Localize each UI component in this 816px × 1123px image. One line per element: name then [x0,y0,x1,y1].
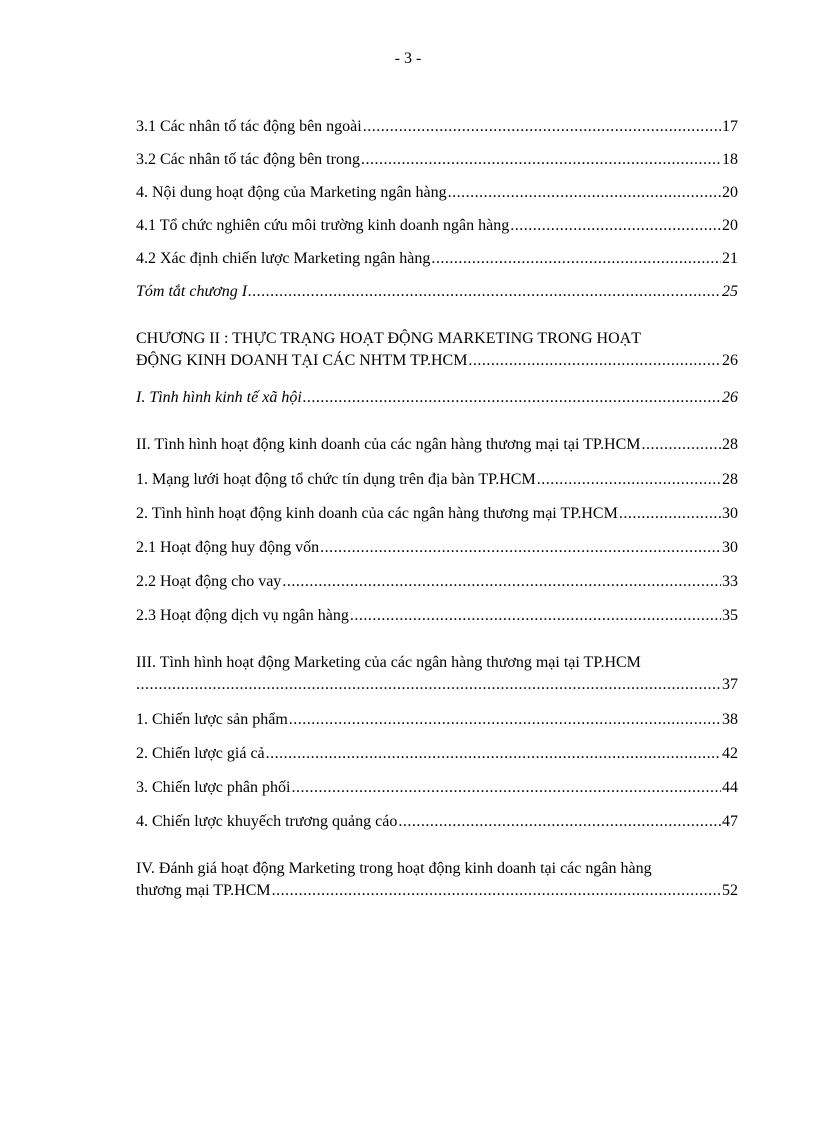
toc-entry-page: 44 [722,779,738,796]
toc-entry-label-line1: CHƯƠNG II : THỰC TRẠNG HOẠT ĐỘNG MARKETING TRONG HOẠT [136,330,641,347]
toc-entry-label: 2.1 Hoạt động huy động vốn [136,539,320,556]
toc-entry-4[interactable] [136,182,738,204]
toc-entry-page: 17 [722,118,738,135]
toc-entry-page: 38 [722,711,738,728]
toc-entry-label: Tóm tắt chương I [136,283,248,300]
toc-entry-page: 30 [722,505,738,522]
dot-leader [448,182,721,204]
dot-leader [641,434,721,456]
dot-leader [537,469,721,491]
toc-entry-2-2-lending[interactable] [136,571,738,593]
toc-entry-label: 2.3 Hoạt động dịch vụ ngân hàng [136,607,349,624]
toc-entry-label: ĐỘNG KINH DOANH TẠI CÁC NHTM TP.HCM [136,352,468,369]
dot-leader [350,605,721,627]
toc-entry-label: I. Tình hình kinh tế xã hội [136,389,302,406]
toc-entry-page: 26 [722,352,738,369]
toc-entry-label: 1. Mạng lưới hoạt động tổ chức tín dụng trên địa bàn TP.HCM [136,471,536,488]
toc-entry-page: 28 [722,471,738,488]
toc-entry-2-1-network[interactable] [136,469,738,491]
dot-leader [272,880,721,902]
dot-leader [289,709,721,731]
toc-entry-page: 26 [722,389,738,406]
page-number: - 3 - [394,50,422,67]
dot-leader [619,503,721,525]
toc-entry-section-4[interactable] [136,858,738,902]
toc-entry-label: II. Tình hình hoạt động kinh doanh của các ngân hàng thương mại tại TP.HCM [136,436,641,453]
toc-entry-label: 4.1 Tổ chức nghiên cứu môi trường kinh doanh ngân hàng [136,217,510,234]
table-of-contents [136,116,738,902]
toc-entry-3-2[interactable] [136,149,738,171]
toc-entry-page: 52 [722,882,738,899]
toc-entry-4-2[interactable] [136,248,738,270]
toc-entry-label: 3.2 Các nhân tố tác động bên trong [136,151,360,168]
toc-entry-2-1-capital[interactable] [136,537,738,559]
dot-leader [136,674,721,696]
toc-entry-label: thương mại TP.HCM [136,882,271,899]
dot-leader [291,777,721,799]
toc-entry-summary-chapter-1[interactable] [136,281,738,303]
toc-entry-label: 4. Chiến lược khuyếch trương quảng cáo [136,813,398,830]
dot-leader [361,149,721,171]
dot-leader [510,215,721,237]
toc-entry-page: 18 [722,151,738,168]
toc-entry-label: 3. Chiến lược phân phối [136,779,291,796]
toc-entry-page: 37 [722,676,738,693]
toc-entry-page: 42 [722,745,738,762]
dot-leader [303,387,721,409]
toc-entry-label-line1: IV. Đánh giá hoạt động Marketing trong hoạt động kinh doanh tại các ngân hàng [136,860,652,877]
toc-entry-page: 47 [722,813,738,830]
toc-entry-section-2[interactable] [136,434,738,456]
toc-entry-label: 2. Chiến lược giá cả [136,745,265,762]
toc-entry-label: 4. Nội dung hoạt động của Marketing ngân hàng [136,184,447,201]
dot-leader [282,571,721,593]
toc-entry-distribution-strategy[interactable] [136,777,738,799]
toc-entry-2-2-business[interactable] [136,503,738,525]
toc-entry-section-3[interactable] [136,652,738,696]
toc-entry-label: 3.1 Các nhân tố tác động bên ngoài [136,118,362,135]
dot-leader [398,811,721,833]
dot-leader [363,116,721,138]
toc-entry-3-1[interactable] [136,116,738,138]
dot-leader [248,281,721,303]
toc-entry-page: 25 [722,283,738,300]
toc-entry-label: 2.2 Hoạt động cho vay [136,573,282,590]
toc-entry-page: 21 [722,250,738,267]
toc-entry-page: 35 [722,607,738,624]
toc-entry-page: 20 [722,217,738,234]
toc-entry-promotion-strategy[interactable] [136,811,738,833]
toc-entry-label-line1: III. Tình hình hoạt động Marketing của các ngân hàng thương mại tại TP.HCM [136,654,641,671]
toc-entry-label: 4.2 Xác định chiến lược Marketing ngân hàng [136,250,431,267]
toc-entry-page: 33 [722,573,738,590]
toc-entry-4-1[interactable] [136,215,738,237]
toc-entry-page: 30 [722,539,738,556]
dot-leader [431,248,721,270]
toc-entry-product-strategy[interactable] [136,709,738,731]
toc-entry-label: 2. Tình hình hoạt động kinh doanh của các ngân hàng thương mại TP.HCM [136,505,618,522]
toc-entry-2-3-services[interactable] [136,605,738,627]
dot-leader [468,350,721,372]
dot-leader [320,537,721,559]
toc-entry-page: 28 [722,436,738,453]
toc-entry-chapter-2[interactable] [136,328,738,372]
toc-entry-label: 1. Chiến lược sản phẩm [136,711,288,728]
toc-entry-page: 20 [722,184,738,201]
dot-leader [266,743,721,765]
toc-entry-section-1[interactable] [136,387,738,409]
toc-entry-price-strategy[interactable] [136,743,738,765]
